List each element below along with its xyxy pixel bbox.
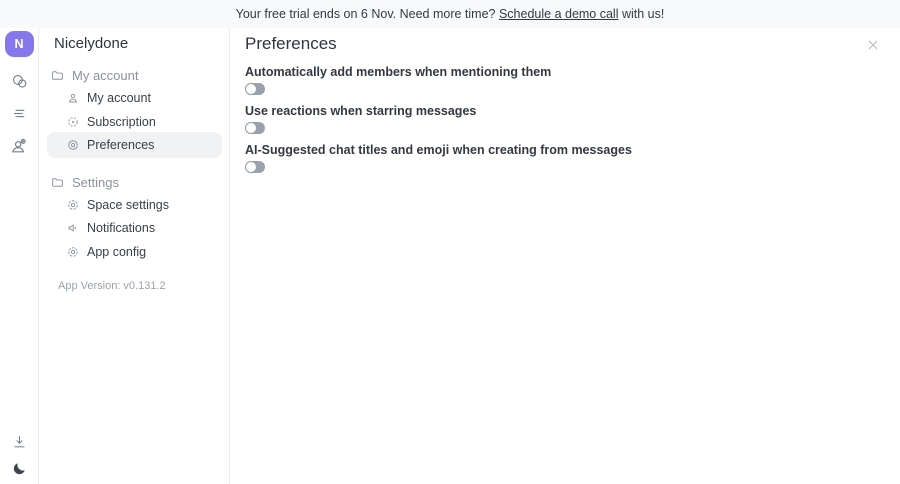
sidebar-section-label: My account — [72, 68, 139, 83]
auto-add-members-toggle[interactable] — [245, 83, 265, 95]
setting-auto-add-members — [245, 65, 632, 95]
sidebar-section-settings[interactable] — [51, 175, 119, 190]
sidebar-item-label: Space settings — [87, 198, 169, 212]
reactions-starring-toggle[interactable] — [245, 122, 265, 134]
workspace-title: Nicelydone — [54, 35, 129, 52]
invite-user-icon[interactable] — [9, 136, 29, 156]
trial-banner — [0, 0, 900, 28]
chat-icon[interactable] — [10, 72, 29, 91]
user-icon — [67, 92, 79, 104]
setting-reactions-starring — [245, 104, 632, 134]
settings-list — [245, 65, 632, 173]
app-version-text: App Version: v0.131.2 — [58, 280, 166, 292]
schedule-demo-link[interactable]: Schedule a demo call — [498, 7, 619, 21]
list-icon[interactable] — [10, 104, 29, 123]
trial-banner-text: Your free trial ends on 6 Nov. Need more time? — [235, 7, 499, 21]
toggle-knob — [245, 122, 257, 134]
trial-banner-text-after: with us! — [618, 7, 665, 21]
sidebar-item-my-account[interactable] — [67, 91, 151, 105]
sidebar-section-my-account[interactable] — [51, 68, 138, 83]
sidebar-item-app-config[interactable] — [67, 245, 146, 259]
settings-sidebar — [39, 28, 230, 484]
folder-icon — [51, 69, 64, 82]
sidebar-item-label: Preferences — [87, 138, 155, 152]
target-icon — [67, 139, 79, 151]
workspace-avatar[interactable]: N — [5, 31, 34, 57]
sidebar-item-label: My account — [87, 91, 151, 105]
setting-label: Use reactions when starring messages — [245, 104, 477, 118]
icon-rail — [0, 28, 39, 484]
sidebar-item-notifications[interactable] — [67, 221, 155, 235]
ai-suggested-titles-toggle[interactable] — [245, 161, 265, 173]
toggle-knob — [245, 83, 257, 95]
setting-label: AI-Suggested chat titles and emoji when creating from messages — [245, 143, 632, 157]
setting-ai-suggested-titles — [245, 143, 632, 173]
close-icon[interactable] — [866, 38, 880, 52]
dark-mode-moon-icon[interactable] — [12, 461, 27, 476]
setting-label: Automatically add members when mentioning them — [245, 65, 552, 79]
sidebar-section-label: Settings — [72, 175, 119, 190]
folder-icon — [51, 176, 64, 189]
speaker-icon — [67, 222, 79, 234]
sidebar-item-space-settings[interactable] — [67, 198, 169, 212]
toggle-knob — [245, 161, 257, 173]
dashed-circle-icon — [67, 116, 79, 128]
gear-icon — [67, 199, 79, 211]
sidebar-item-label: Subscription — [87, 115, 156, 129]
gear-icon — [67, 246, 79, 258]
download-icon[interactable] — [11, 433, 28, 450]
sidebar-item-subscription[interactable] — [67, 115, 156, 129]
sidebar-item-label: Notifications — [87, 221, 156, 235]
preferences-panel — [230, 28, 900, 484]
page-title: Preferences — [245, 34, 337, 53]
sidebar-item-preferences[interactable] — [47, 132, 222, 158]
sidebar-item-label: App config — [87, 245, 147, 259]
